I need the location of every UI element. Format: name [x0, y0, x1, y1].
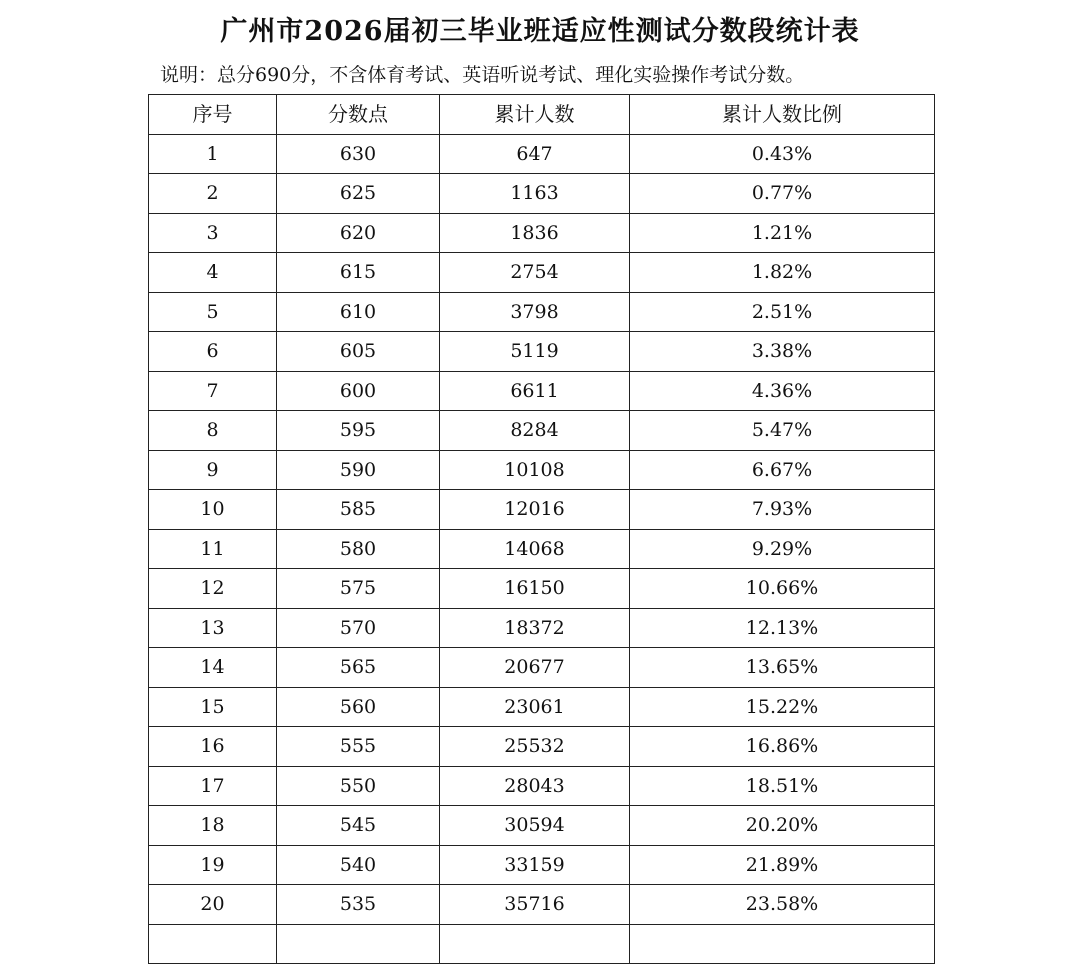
cell-score: 550 — [277, 766, 440, 806]
table-row — [149, 450, 935, 490]
cell-index: 8 — [149, 411, 277, 451]
cell-score: 610 — [277, 292, 440, 332]
cell-cumulative-count: 1836 — [440, 213, 630, 253]
table-row — [149, 253, 935, 293]
table-row — [149, 371, 935, 411]
cell-cumulative-count: 1163 — [440, 174, 630, 214]
cell-cumulative-ratio: 9.29% — [630, 529, 935, 569]
cell-cumulative-count: 10108 — [440, 450, 630, 490]
cell-cumulative-ratio: 23.58% — [630, 885, 935, 925]
cell-cumulative-count: 6611 — [440, 371, 630, 411]
cell-index: 11 — [149, 529, 277, 569]
cell-cumulative-ratio: 5.47% — [630, 411, 935, 451]
table-row — [149, 845, 935, 885]
cell-index: 14 — [149, 648, 277, 688]
table-row — [149, 292, 935, 332]
table-row — [149, 885, 935, 925]
cell-cumulative-count: 20677 — [440, 648, 630, 688]
cell-index: 3 — [149, 213, 277, 253]
cell-score: 625 — [277, 174, 440, 214]
note-text: 说明：总分690分，不含体育考试、英语听说考试、理化实验操作考试分数。 — [160, 64, 805, 86]
cell-index: 12 — [149, 569, 277, 609]
table-row — [149, 174, 935, 214]
cell-cumulative-count: 8284 — [440, 411, 630, 451]
cell-index: 7 — [149, 371, 277, 411]
cell-cumulative-ratio: 4.36% — [630, 371, 935, 411]
cell-cumulative-ratio: 21.89% — [630, 845, 935, 885]
cell-cumulative-count: 16150 — [440, 569, 630, 609]
cell-score: 565 — [277, 648, 440, 688]
cell-index: 20 — [149, 885, 277, 925]
cell-index: 1 — [149, 134, 277, 174]
cell-cumulative-count: 30594 — [440, 806, 630, 846]
cell-cumulative-count: 14068 — [440, 529, 630, 569]
cell-cumulative-ratio: 13.65% — [630, 648, 935, 688]
cell-score: 570 — [277, 608, 440, 648]
cell-cumulative-count: 12016 — [440, 490, 630, 530]
cell-cumulative-ratio: 7.93% — [630, 490, 935, 530]
cell-cumulative-ratio: 10.66% — [630, 569, 935, 609]
cell-index: 13 — [149, 608, 277, 648]
cell-score: 605 — [277, 332, 440, 372]
cell-cumulative-count: 18372 — [440, 608, 630, 648]
cell-cumulative-count: 25532 — [440, 727, 630, 767]
cell-cumulative-count — [440, 924, 630, 964]
cell-score: 555 — [277, 727, 440, 767]
table-row — [149, 411, 935, 451]
cell-score: 575 — [277, 569, 440, 609]
table-row — [149, 648, 935, 688]
cell-score: 600 — [277, 371, 440, 411]
cell-index: 4 — [149, 253, 277, 293]
header-cumulative-ratio: 累计人数比例 — [630, 95, 935, 135]
page-title: 广州市2026届初三毕业班适应性测试分数段统计表 — [220, 16, 860, 47]
table-row — [149, 213, 935, 253]
table-row — [149, 806, 935, 846]
cell-cumulative-count: 647 — [440, 134, 630, 174]
cell-index: 16 — [149, 727, 277, 767]
cell-cumulative-ratio: 3.38% — [630, 332, 935, 372]
cell-index — [149, 924, 277, 964]
cell-score: 560 — [277, 687, 440, 727]
header-cumulative-count: 累计人数 — [440, 95, 630, 135]
header-row — [149, 95, 935, 135]
cell-cumulative-ratio: 15.22% — [630, 687, 935, 727]
cell-cumulative-ratio: 6.67% — [630, 450, 935, 490]
table-row — [149, 766, 935, 806]
cell-index: 9 — [149, 450, 277, 490]
cell-cumulative-ratio: 12.13% — [630, 608, 935, 648]
cell-score — [277, 924, 440, 964]
header-score: 分数点 — [277, 95, 440, 135]
table-row — [149, 569, 935, 609]
cell-score: 580 — [277, 529, 440, 569]
table-body — [149, 134, 935, 964]
score-table — [148, 94, 935, 964]
cell-score: 615 — [277, 253, 440, 293]
table-row — [149, 687, 935, 727]
cell-cumulative-ratio: 16.86% — [630, 727, 935, 767]
cell-score: 545 — [277, 806, 440, 846]
table-row — [149, 924, 935, 964]
cell-cumulative-count: 3798 — [440, 292, 630, 332]
table-row — [149, 490, 935, 530]
cell-cumulative-count: 23061 — [440, 687, 630, 727]
cell-score: 595 — [277, 411, 440, 451]
cell-cumulative-count: 35716 — [440, 885, 630, 925]
cell-cumulative-count: 2754 — [440, 253, 630, 293]
table-row — [149, 529, 935, 569]
cell-cumulative-ratio: 2.51% — [630, 292, 935, 332]
cell-cumulative-ratio — [630, 924, 935, 964]
cell-score: 535 — [277, 885, 440, 925]
cell-score: 630 — [277, 134, 440, 174]
table-row — [149, 727, 935, 767]
table-row — [149, 332, 935, 372]
header-index: 序号 — [149, 95, 277, 135]
cell-score: 585 — [277, 490, 440, 530]
cell-index: 10 — [149, 490, 277, 530]
cell-cumulative-ratio: 20.20% — [630, 806, 935, 846]
cell-index: 17 — [149, 766, 277, 806]
cell-cumulative-count: 28043 — [440, 766, 630, 806]
table-header — [149, 95, 935, 135]
cell-score: 620 — [277, 213, 440, 253]
cell-index: 5 — [149, 292, 277, 332]
cell-index: 15 — [149, 687, 277, 727]
table-row — [149, 608, 935, 648]
cell-index: 18 — [149, 806, 277, 846]
cell-index: 19 — [149, 845, 277, 885]
cell-index: 2 — [149, 174, 277, 214]
cell-score: 540 — [277, 845, 440, 885]
cell-cumulative-ratio: 18.51% — [630, 766, 935, 806]
cell-cumulative-ratio: 0.43% — [630, 134, 935, 174]
table-row — [149, 134, 935, 174]
cell-cumulative-ratio: 1.21% — [630, 213, 935, 253]
cell-cumulative-count: 5119 — [440, 332, 630, 372]
cell-cumulative-count: 33159 — [440, 845, 630, 885]
cell-cumulative-ratio: 1.82% — [630, 253, 935, 293]
cell-score: 590 — [277, 450, 440, 490]
cell-index: 6 — [149, 332, 277, 372]
cell-cumulative-ratio: 0.77% — [630, 174, 935, 214]
